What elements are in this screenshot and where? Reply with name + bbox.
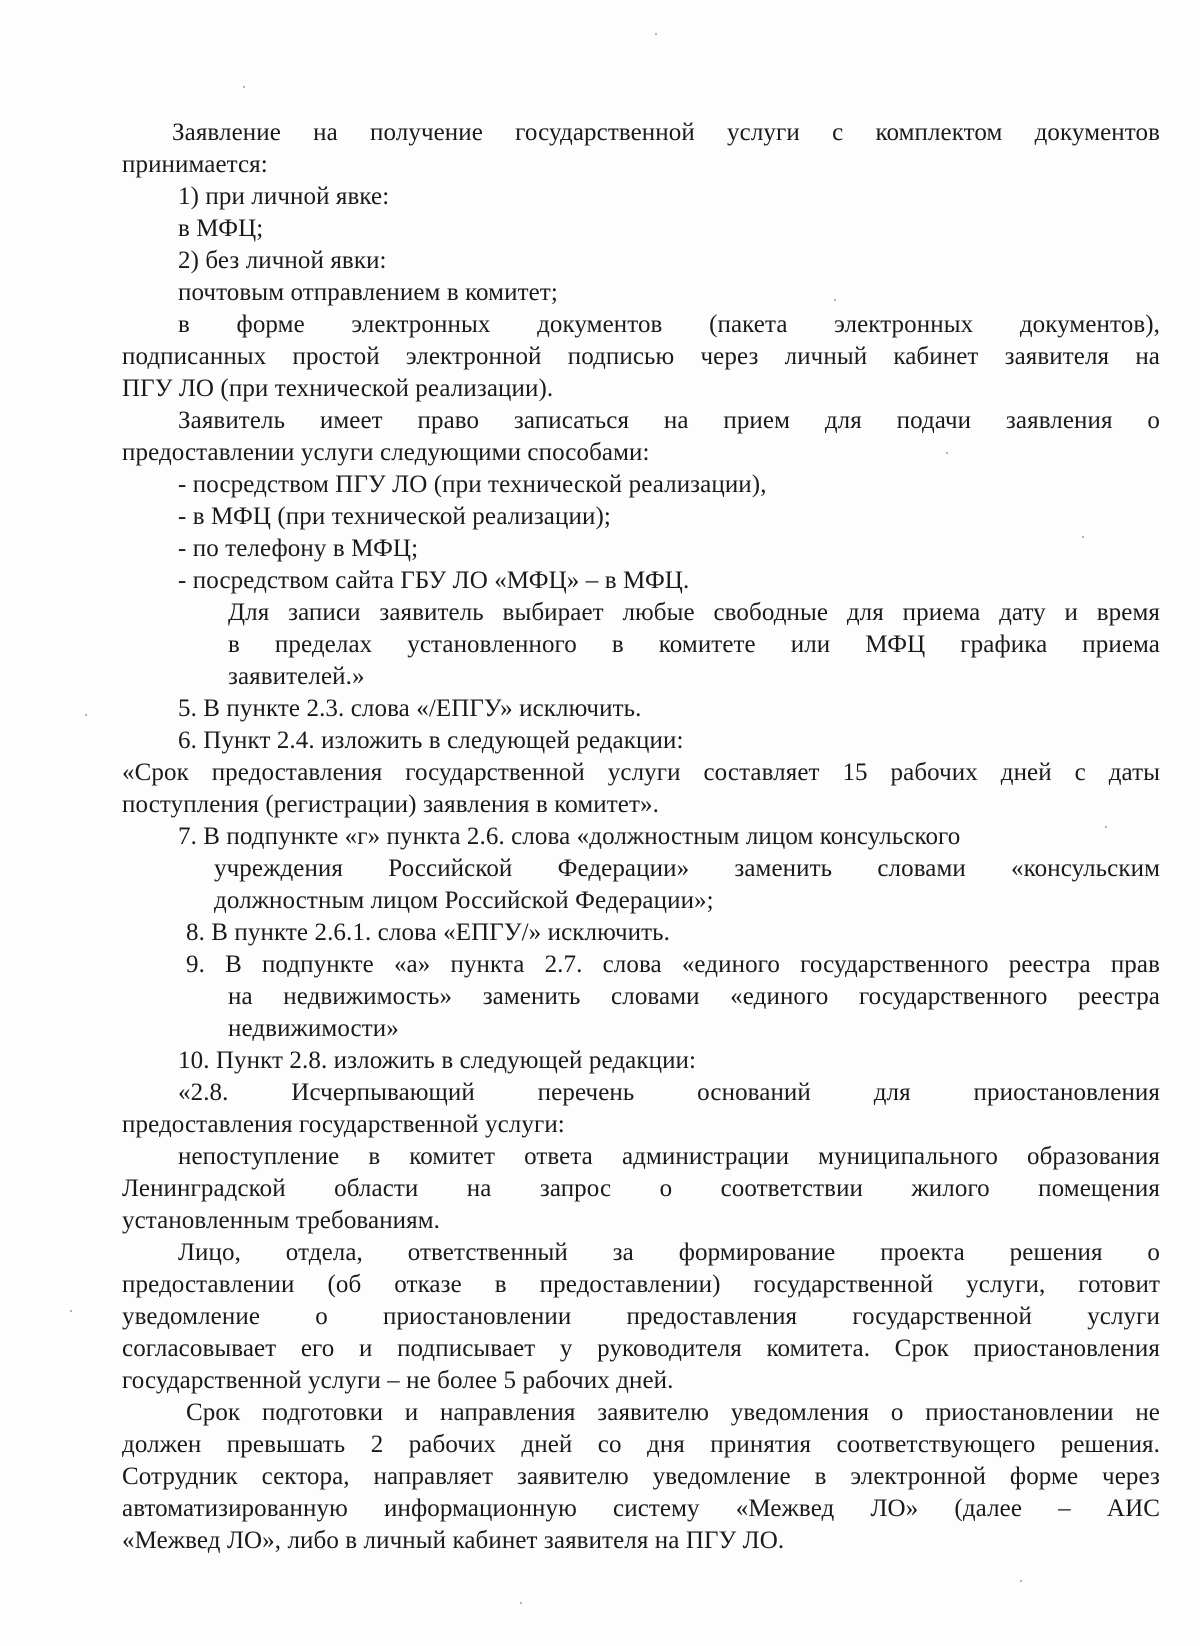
list-item: 1) при личной явке:	[178, 183, 390, 210]
list-item: 9. В подпункте «а» пункта 2.7. слова «единого государственного реестра прав	[186, 951, 1160, 978]
text-line: учреждения Российской Федерации» заменить словами «консульским	[214, 855, 1160, 882]
text-line: «Срок предоставления государственной услуги составляет 15 рабочих дней с даты	[122, 759, 1160, 786]
scan-speck	[85, 714, 87, 716]
text-line: уведомление о приостановлении предоставления государственной услуги	[122, 1303, 1160, 1330]
text-line: предоставления государственной услуги:	[122, 1111, 565, 1138]
scan-speck	[946, 452, 948, 454]
list-item: - в МФЦ (при технической реализации);	[178, 503, 611, 530]
list-item: 2) без личной явки:	[178, 247, 387, 274]
text-line: Заявитель имеет право записаться на прием для подачи заявления о	[178, 407, 1160, 434]
text-line: Ленинградской области на запрос о соответствии жилого помещения	[122, 1175, 1160, 1202]
text-line: поступления (регистрации) заявления в комитет».	[122, 791, 659, 818]
text-line: автоматизированную информационную систему «Межвед ЛО» (далее – АИС	[122, 1495, 1160, 1522]
list-item: - посредством ПГУ ЛО (при технической реализации),	[178, 471, 767, 498]
text-line: «Межвед ЛО», либо в личный кабинет заявителя на ПГУ ЛО.	[122, 1527, 785, 1554]
text-line: установленным требованиям.	[122, 1207, 441, 1234]
scan-speck	[655, 33, 657, 35]
list-item: - по телефону в МФЦ;	[178, 535, 419, 562]
scan-speck	[1105, 826, 1107, 828]
list-item: 5. В пункте 2.3. слова «/ЕПГУ» исключить.	[178, 695, 642, 722]
scan-speck	[520, 1602, 522, 1604]
text-line: в МФЦ;	[178, 215, 264, 242]
text-line: согласовывает его и подписывает у руководителя комитета. Срок приостановления	[122, 1335, 1160, 1362]
scan-speck	[70, 1310, 72, 1312]
scan-speck	[243, 86, 245, 88]
scan-speck	[1020, 1580, 1022, 1582]
text-line: Для записи заявитель выбирает любые свободные для приема дату и время	[228, 599, 1160, 626]
text-line: принимается:	[122, 151, 268, 178]
text-line: предоставлении услуги следующими способами:	[122, 439, 650, 466]
scan-speck	[1082, 536, 1084, 538]
text-line: ПГУ ЛО (при технической реализации).	[122, 375, 554, 402]
list-item: 7. В подпункте «г» пункта 2.6. слова «должностным лицом консульского	[178, 823, 961, 850]
text-line: в форме электронных документов (пакета электронных документов),	[178, 311, 1160, 338]
text-line: подписанных простой электронной подписью через личный кабинет заявителя на	[122, 343, 1160, 370]
text-line: Срок подготовки и направления заявителю уведомления о приостановлении не	[186, 1399, 1160, 1426]
list-item: - посредством сайта ГБУ ЛО «МФЦ» – в МФЦ.	[178, 567, 690, 594]
list-item: 8. В пункте 2.6.1. слова «ЕПГУ/» исключить.	[186, 919, 670, 946]
text-line: Сотрудник сектора, направляет заявителю уведомление в электронной форме через	[122, 1463, 1160, 1490]
text-line: недвижимости»	[228, 1015, 399, 1042]
text-line: в пределах установленного в комитете или МФЦ графика приема	[228, 631, 1160, 658]
text-line: «2.8. Исчерпывающий перечень оснований для приостановления	[178, 1079, 1160, 1106]
text-line: заявителей.»	[228, 663, 365, 690]
text-line: государственной услуги – не более 5 рабочих дней.	[122, 1367, 674, 1394]
text-line: почтовым отправлением в комитет;	[178, 279, 558, 306]
scan-speck	[834, 299, 836, 301]
text-line: непоступление в комитет ответа администрации муниципального образования	[178, 1143, 1160, 1170]
text-line: Заявление на получение государственной услуги с комплектом документов	[172, 119, 1160, 146]
text-line: должностным лицом Российской Федерации»;	[214, 887, 714, 914]
text-line: предоставлении (об отказе в предоставлении) государственной услуги, готовит	[122, 1271, 1160, 1298]
list-item: 6. Пункт 2.4. изложить в следующей редакции:	[178, 727, 684, 754]
text-line: должен превышать 2 рабочих дней со дня принятия соответствующего решения.	[122, 1431, 1160, 1458]
text-line: Лицо, отдела, ответственный за формирование проекта решения о	[178, 1239, 1160, 1266]
list-item: 10. Пункт 2.8. изложить в следующей редакции:	[178, 1047, 697, 1074]
text-line: на недвижимость» заменить словами «единого государственного реестра	[228, 983, 1160, 1010]
